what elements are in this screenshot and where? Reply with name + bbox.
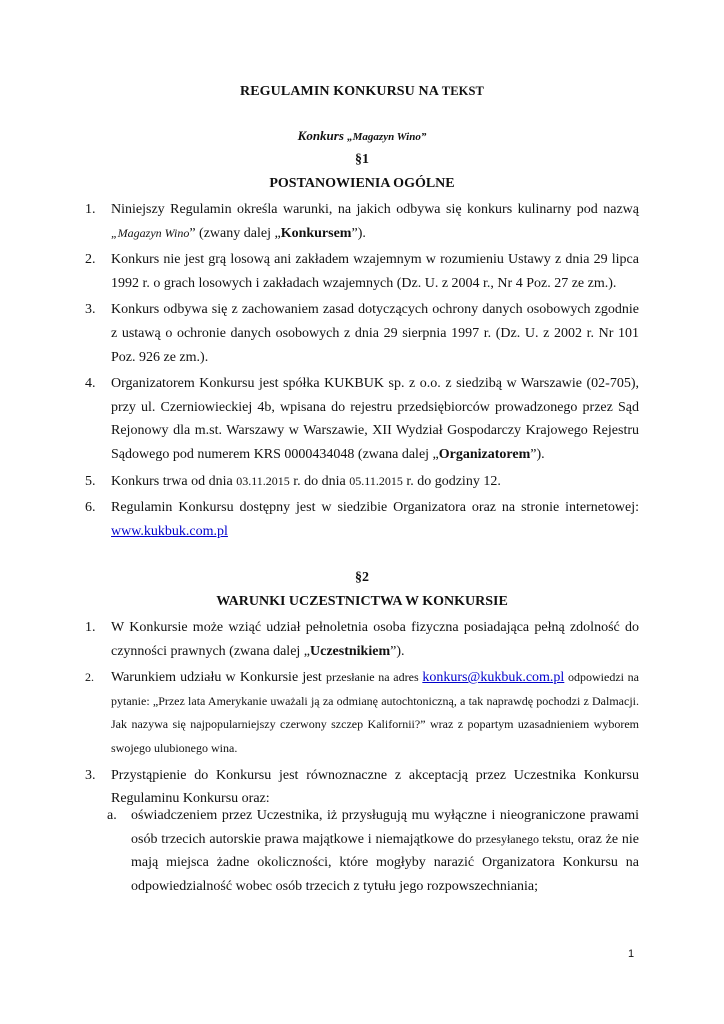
subtitle-name: „Magazyn Wino” [347, 131, 427, 143]
list-item: 2. Warunkiem udziału w Konkursie jest przesłanie na adres konkurs@kukbuk.com.pl odpowiedzi na pytanie: „Przez lata Amerykanie uważali ją za odmianę autochtoniczną, a tak naprawdę pochodzi z Dalmacji. Jak nazywa się najpopularniejszy czerwony szczep Kalifornii?” wraz z popartym uzasadnieniem wyborem swojego ulubionego wina. [85, 670, 639, 755]
list-item: 1. W Konkursie może wziąć udział pełnoletnia osoba fizyczna posiadająca pełną zdolność do czynności prawnych (zwana dalej „Uczestnikiem”). [85, 620, 639, 659]
title-end: TEKST [441, 84, 484, 98]
sub-item-a: a. oświadczeniem przez Uczestnika, iż przysługują mu wyłączne i nieograniczone prawami osób trzecich autorskie prawa majątkowe i niemajątkowe do przesyłanego tekstu, oraz że nie mają miejsca żadne okoliczności, które mogłyby narazić Organizatora Konkursu na odpowiedzialność wobec osób trzecich z tytułu jego rozpowszechniania; [107, 808, 640, 894]
list-item: 3. Przystąpienie do Konkursu jest równoznaczne z akceptacją przez Uczestnika Konkursu Regulaminu Konkursu oraz: [85, 767, 639, 807]
website-link[interactable]: www.kukbuk.com.pl [111, 523, 228, 539]
list-item: 5. Konkurs trwa od dnia 03.11.2015 r. do dnia 05.11.2015 r. do godziny 12. [85, 473, 501, 489]
section-2-mark: §2 [355, 570, 369, 585]
section-1-title: POSTANOWIENIA OGÓLNE [269, 176, 455, 191]
document-subtitle [0, 128, 724, 144]
email-link[interactable]: konkurs@kukbuk.com.pl [422, 670, 565, 686]
document-title [0, 84, 724, 100]
section-1-list [85, 198, 639, 546]
list-item: 1. Niniejszy Regulamin określa warunki, na jakich odbywa się konkurs kulinarny pod nazwą „Magazyn Wino” (zwany dalej „Konkursem”). [85, 202, 639, 241]
list-item: 4. Organizatorem Konkursu jest spółka KUKBUK sp. z o.o. z siedzibą w Warszawie (02-705), przy ul. Czerniowieckiej 4b, wpisana do rejestru przedsiębiorców prowadzonego przez Sąd Rejonowy dla m.st. Warszawy w Warszawie, XII Wydział Gospodarczy Krajowego Rejestru Sądowego pod numerem KRS 0000434048 (zwana dalej „Organizatorem”). [85, 376, 639, 462]
list-item: 3. Konkurs odbywa się z zachowaniem zasad dotyczących ochrony danych osobowych zgodnie z ustawą o ochronie danych osobowych z dnia 29 sierpnia 1997 r. (Dz. U. z 2002 r. Nr 101 Poz. 926 ze zm.). [85, 302, 639, 365]
section-2-list [85, 616, 639, 814]
title-main: REGULAMIN KONKURSU NA [240, 84, 439, 99]
section-2-title: WARUNKI UCZESTNICTWA W KONKURSIE [216, 594, 508, 609]
list-item: 2. Konkurs nie jest grą losową ani zakładem wzajemnym w rozumieniu Ustawy z dnia 29 lipca 1992 r. o grach losowych i zakładach wzajemnych (Dz. U. z 2004 r., Nr 4 Poz. 27 ze zm.). [85, 252, 639, 291]
section-1-mark: §1 [355, 152, 369, 167]
page-number: 1 [628, 948, 635, 960]
list-item: 6. Regulamin Konkursu dostępny jest w siedzibie Organizatora oraz na stronie internetowej: www.kukbuk.com.pl [85, 500, 639, 539]
subtitle-konkurs: Konkurs [297, 128, 348, 143]
